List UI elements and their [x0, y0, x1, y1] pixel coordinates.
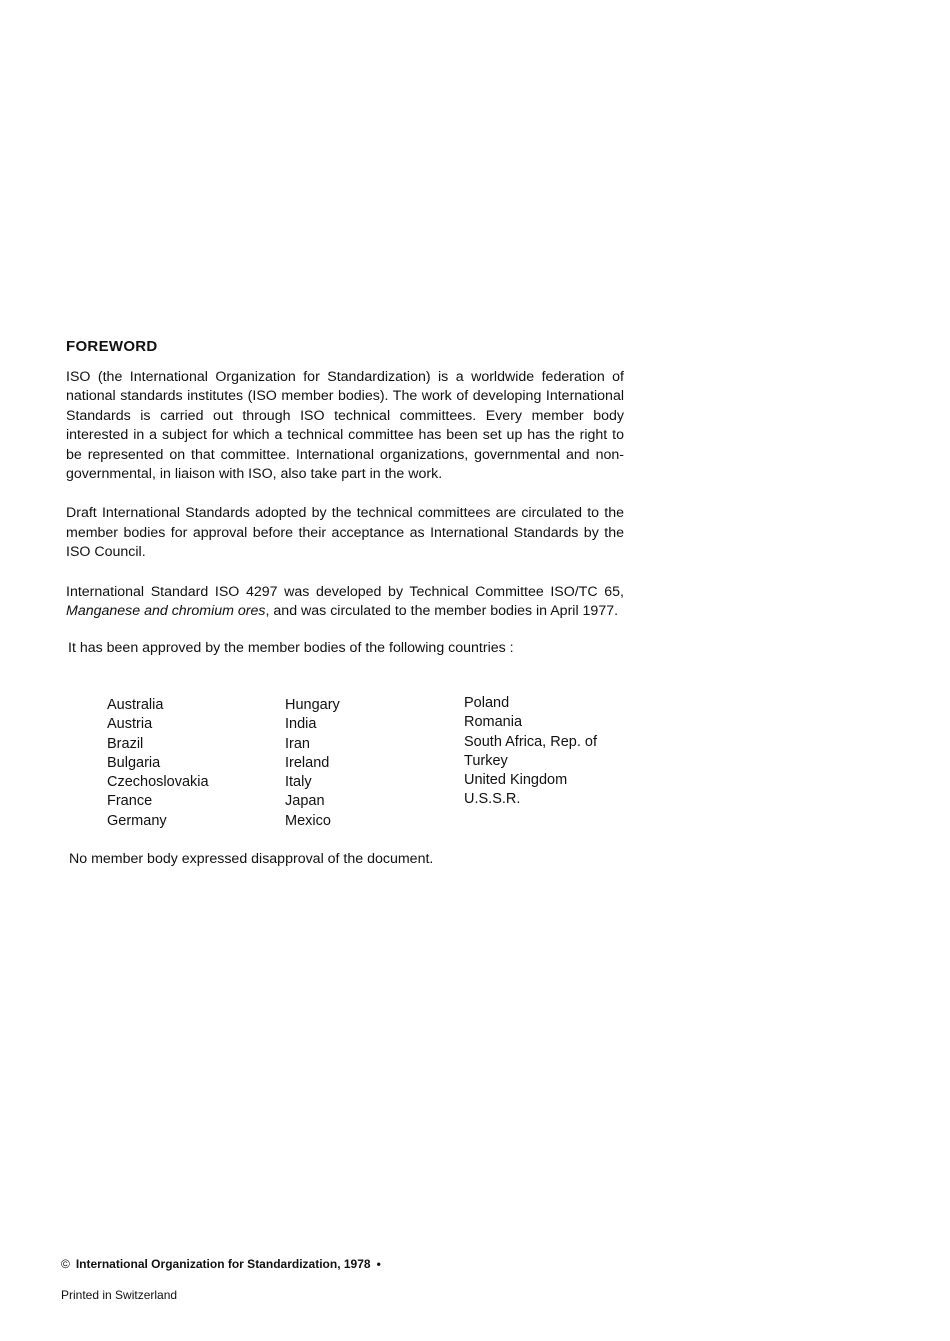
countries-column-2: [285, 696, 464, 831]
foreword-heading: FOREWORD: [66, 338, 158, 355]
country-item: Hungary: [285, 697, 340, 713]
country-item: Italy: [285, 774, 312, 791]
country-item: Brazil: [107, 735, 144, 752]
country-item: Romania: [464, 714, 523, 731]
countries-list: [107, 696, 627, 831]
country-item: Australia: [107, 697, 164, 713]
foreword-paragraph-3: [66, 583, 624, 622]
foreword-paragraph-1: ISO (the International Organization for Standardization) is a worldwide federation of national standards institutes (ISO member bodies). The work of developing International Standards is carried out through ISO technical committees. Every member body interested in a subject for which a technical committee has been set up has the right to be represented on that committee. International organizations, governmental and non-governmental, in liaison with ISO, also take part in the work.: [66, 369, 624, 483]
bullet-icon: •: [376, 1257, 381, 1271]
closing-statement: No member body expressed disapproval of the document.: [69, 851, 434, 867]
countries-column-1: [107, 696, 285, 831]
foreword-paragraph-2: Draft International Standards adopted by the technical committees are circulated to the member bodies for approval before their acceptance as International Standards by the ISO Council.: [66, 505, 624, 561]
country-item: U.S.S.R.: [464, 791, 521, 808]
country-item: Turkey: [464, 752, 508, 769]
countries-column-3: [464, 694, 627, 831]
country-item: Ireland: [285, 754, 330, 771]
paragraph-3-text-end: , and was circulated to the member bodies in April 1977.: [265, 603, 619, 620]
committee-title: Manganese and chromium ores: [66, 603, 266, 620]
copyright-symbol: ©: [61, 1257, 70, 1271]
country-item: Austria: [107, 716, 153, 733]
country-item: United Kingdom: [464, 772, 568, 789]
country-item: Poland: [464, 695, 510, 711]
country-item: India: [285, 716, 317, 733]
country-item: Czechoslovakia: [107, 774, 209, 791]
country-item: South Africa, Rep. of: [464, 733, 597, 750]
foreword-section: [66, 338, 624, 659]
copyright-text: International Organization for Standardization, 1978: [75, 1257, 371, 1271]
copyright-line: [61, 1257, 381, 1271]
country-item: Mexico: [285, 812, 331, 829]
approval-intro: It has been approved by the member bodies of the following countries :: [68, 640, 514, 657]
country-item: Iran: [285, 735, 310, 752]
printed-location: Printed in Switzerland: [61, 1288, 178, 1302]
country-item: Bulgaria: [107, 754, 161, 771]
country-item: Germany: [107, 812, 167, 829]
paragraph-3-text-start: International Standard ISO 4297 was developed by Technical Committee ISO/TC 65,: [66, 583, 624, 600]
country-item: France: [107, 793, 153, 810]
country-item: Japan: [285, 793, 325, 810]
